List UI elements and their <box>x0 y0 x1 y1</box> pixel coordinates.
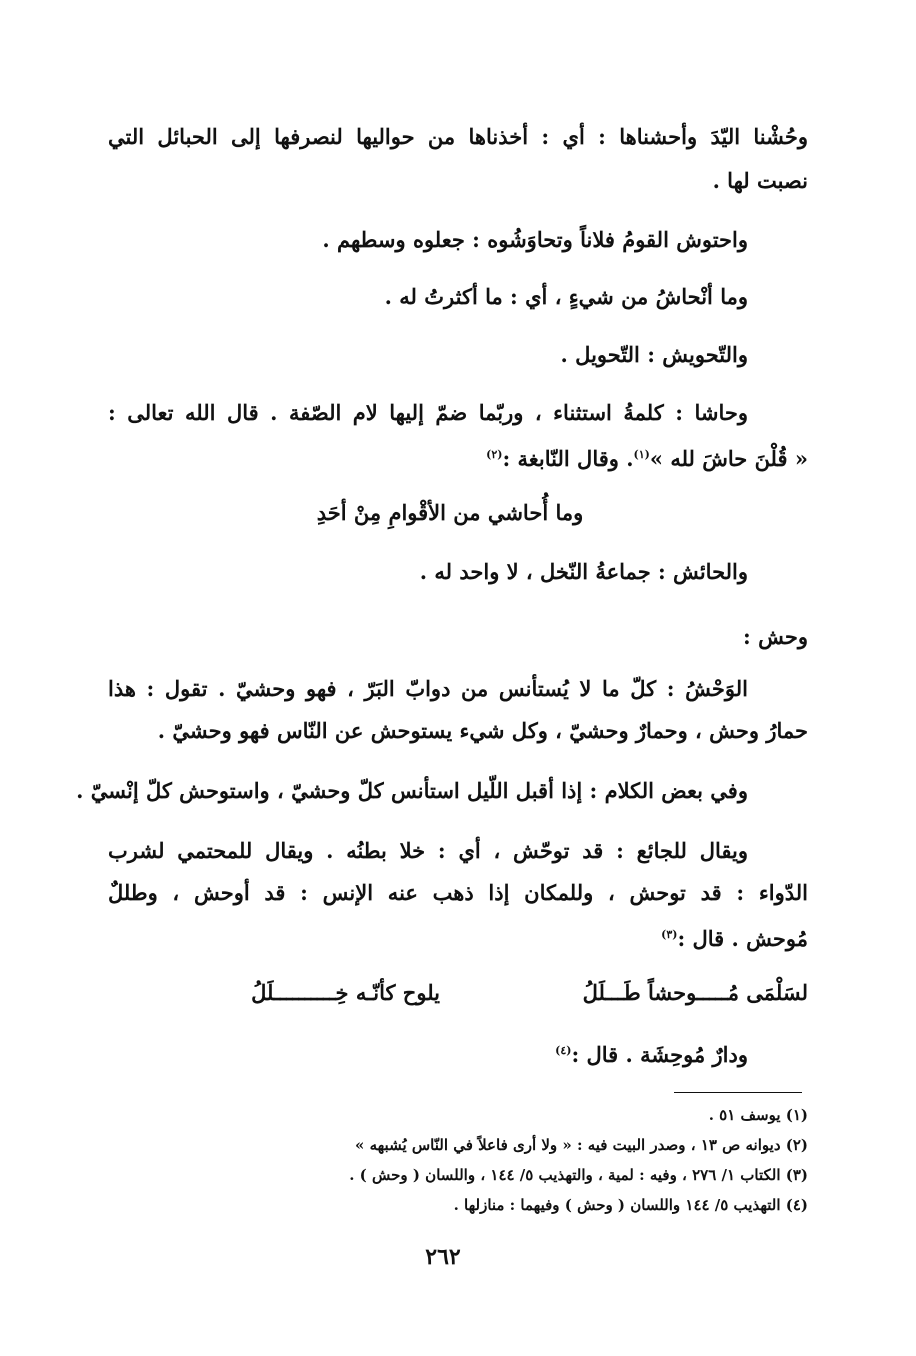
text-line-17-text: ودارٌ مُوحِشَة . قال : <box>571 1042 748 1067</box>
footnote-3: (٣) الكتاب ١/ ٢٧٦ ، وفيه : لمية ، والتهذيب ٥/ ١٤٤ ، واللسان ( وحش ) . <box>349 1166 808 1184</box>
text-line-5: والتّحويش : التّحويل . <box>560 342 748 367</box>
text-line-4: وما أنْحاشُ من شيءٍ ، أي : ما أكثرتُ له . <box>384 284 748 309</box>
text-line-9: والحائش : جماعةُ النّخل ، لا واحد له . <box>419 559 748 584</box>
text-line-16 <box>400 920 808 954</box>
entry-heading: وحش : <box>743 624 808 649</box>
footnote-ref-4: (٤) <box>555 1044 572 1057</box>
text-line-13: وفي بعض الكلام : إذا أقبل اللّيل استأنس كلّ وحشيّ ، واستوحش كلّ إنْسيّ . <box>76 778 748 803</box>
footnote-ref-2: (٢) <box>486 448 503 461</box>
text-line-3: واحتوش القومُ فلاناً وتحاوَشُوه : جعلوه وسطهم . <box>322 227 748 252</box>
footnote-1: (١) يوسف ٥١ . <box>708 1106 808 1124</box>
footnote-ref-3: (٣) <box>661 928 678 941</box>
text-line-7-rest: . وقال النّابغة : <box>502 446 634 471</box>
page-number: ٢٦٢ <box>425 1244 461 1270</box>
footnote-ref-1: (١) <box>633 448 650 461</box>
text-line-17 <box>400 1036 748 1070</box>
text-line-1: وحُشْنا اليّدَ وأحشناها : أي : أخذناها من حواليها لنصرفها إلى الحبائل التي <box>108 124 808 149</box>
text-line-6: وحاشا : كلمةُ استثناء ، وربّما ضمّ إليها لام الصّفة . قال الله تعالى : <box>108 400 748 425</box>
text-line-12: حمارُ وحش ، وحمارٌ وحشيّ ، وكل شيء يستوحش عن النّاس فهو وحشيّ . <box>157 718 808 743</box>
text-line-11: الوَحْشُ : كلّ ما لا يُستأنس من دوابّ البَرّ ، فهو وحشيّ . تقول : هذا <box>108 676 748 701</box>
text-line-15: الدّواء : قد توحش ، وللمكان إذا ذهب عنه الإنس : قد أوحش ، وطللٌ <box>108 880 808 905</box>
verse-hemistich-right: لسَلْمَى مُـــــوحشاً طَـــلَلُ <box>582 980 808 1005</box>
text-line-16-text: مُوحش . قال : <box>677 926 808 951</box>
text-line-2: نصبت لها . <box>712 168 808 193</box>
text-line-14: ويقال للجائع : قد توحّش ، أي : خلا بطنُه . ويقال للمحتمي لشرب <box>108 838 748 863</box>
footnote-divider <box>674 1092 802 1093</box>
footnote-2: (٢) ديوانه ص ١٣ ، وصدر البيت فيه : « ولا أرى فاعلاً في النّاس يُشبهه » <box>354 1136 808 1154</box>
quran-quote: « قُلْنَ حاشَ لله » <box>649 446 808 471</box>
verse-line-1: وما أُحاشي من الأقْوامِ مِنْ أحَدِ <box>316 500 584 525</box>
text-line-7 <box>300 440 808 474</box>
verse-hemistich-left: يلوح كأنّـه خِــــــــــلَلُ <box>251 980 440 1005</box>
footnote-4: (٤) التهذيب ٥/ ١٤٤ واللسان ( وحش ) وفيهما : منازلها . <box>453 1196 808 1214</box>
